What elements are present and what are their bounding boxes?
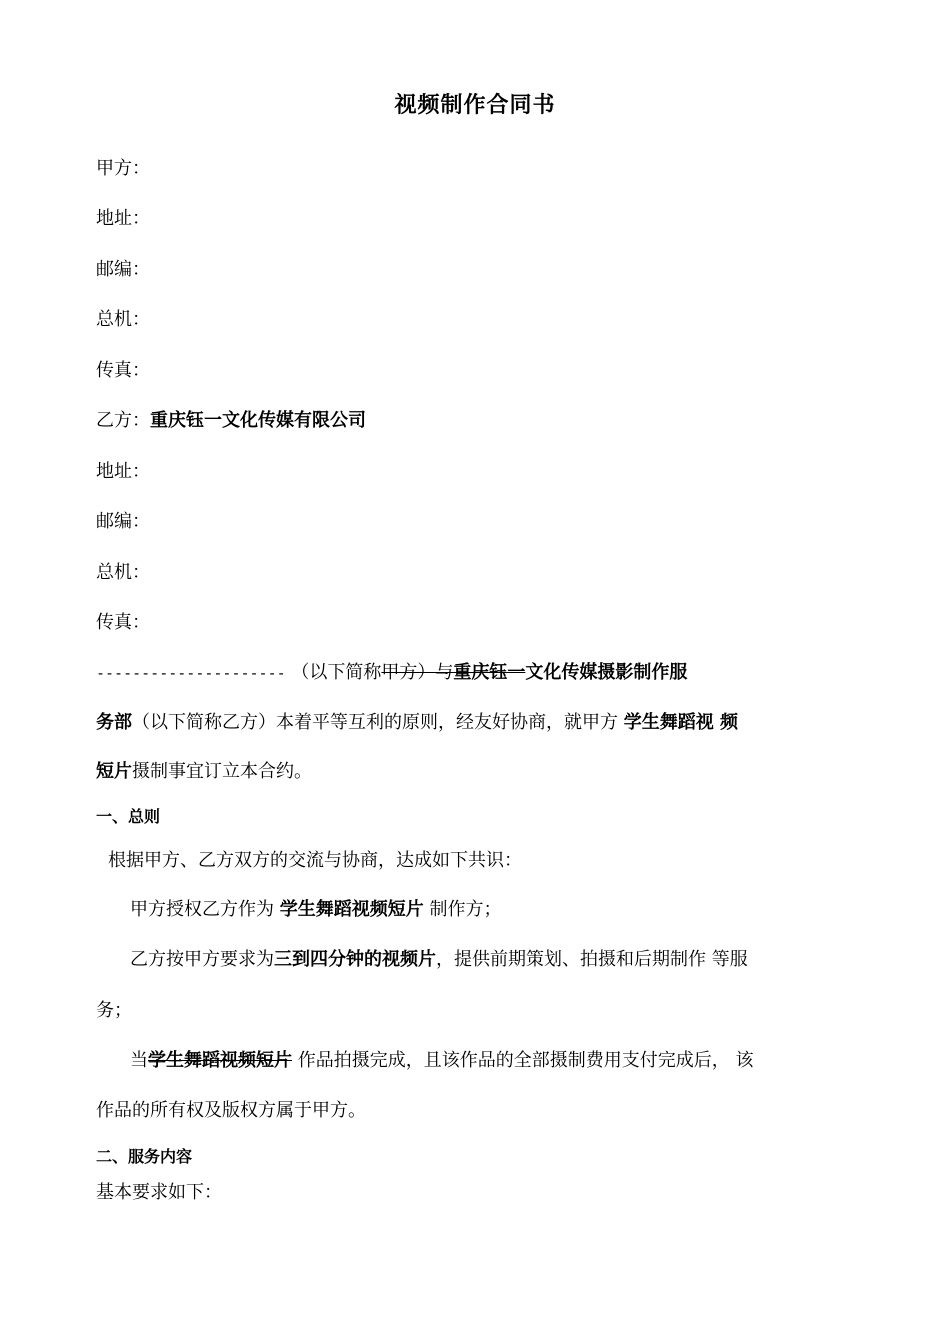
section-1-p4-a: 当 <box>130 1050 148 1071</box>
section-1-p4 <box>130 1049 753 1073</box>
intro-line2-bold2: 学生舞蹈视 频 <box>623 712 739 733</box>
intro-line3-bold: 短片 <box>96 761 132 782</box>
section-1-p1: 根据甲方、乙方双方的交流与协商，达成如下共识： <box>108 850 522 871</box>
party-a-label: 甲方： <box>96 158 150 179</box>
party-b-line <box>96 409 366 433</box>
intro-line-1 <box>96 661 687 685</box>
section-1-p3-cont: 务； <box>96 1000 132 1021</box>
party-a-phone: 总机： <box>96 309 150 330</box>
party-b-address: 地址： <box>96 461 150 482</box>
party-b-phone: 总机： <box>96 562 150 583</box>
section-1-p2-b: 制作方； <box>423 899 502 920</box>
intro-line-2 <box>96 711 738 735</box>
section-1-heading: 一、总则 <box>96 807 161 826</box>
party-a-fax: 传真： <box>96 360 150 381</box>
party-a-postcode: 邮编： <box>96 259 150 280</box>
party-a-address: 地址： <box>96 208 150 229</box>
intro-part1-strike: 甲方）与 <box>381 662 454 683</box>
party-b-postcode: 邮编： <box>96 511 150 532</box>
section-1-p3-b: ，提供前期策划、拍摄和后期制作 等服 <box>436 949 748 970</box>
section-1-p3-a: 乙方按甲方要求为 <box>130 949 274 970</box>
section-2-heading: 二、服务内容 <box>96 1147 193 1166</box>
party-b-label: 乙方： <box>96 410 150 431</box>
section-1-p2 <box>130 898 501 922</box>
party-b-name: 重庆钰一文化传媒有限公司 <box>150 410 366 431</box>
section-1-p4-bold: 学生舞蹈视频短片 <box>148 1050 292 1071</box>
intro-line-3 <box>96 760 312 784</box>
section-1-p2-a: 甲方授权乙方作为 <box>130 899 280 920</box>
section-1-p3-bold: 三到四分钟的视频片 <box>274 949 436 970</box>
party-b-fax: 传真： <box>96 612 150 633</box>
section-1-p2-bold: 学生舞蹈视频短片 <box>279 899 424 920</box>
intro-part1: （以下简称 <box>285 662 382 683</box>
section-1-p4-cont: 作品的所有权及版权方属于甲方。 <box>96 1100 366 1121</box>
section-1-p4-b: 作品拍摄完成，且该作品的全部摄制费用支付完成后， 该 <box>292 1050 754 1071</box>
section-2-p1: 基本要求如下： <box>96 1182 222 1203</box>
document-title: 视频制作合同书 <box>394 93 556 118</box>
intro-line2-normal: （以下简称乙方）本着平等互利的原则，经友好协商，就甲方 <box>132 712 624 733</box>
intro-part2-bold: 文化传媒摄影制作服 <box>525 662 688 683</box>
intro-part2-bold-strike: 重庆钰一 <box>453 662 526 683</box>
section-1-p3 <box>130 948 748 972</box>
intro-line2-bold: 务部 <box>96 712 132 733</box>
intro-line3-normal: 摄制事宜订立本合约。 <box>132 761 312 782</box>
intro-blank: --------------------- <box>96 664 286 682</box>
